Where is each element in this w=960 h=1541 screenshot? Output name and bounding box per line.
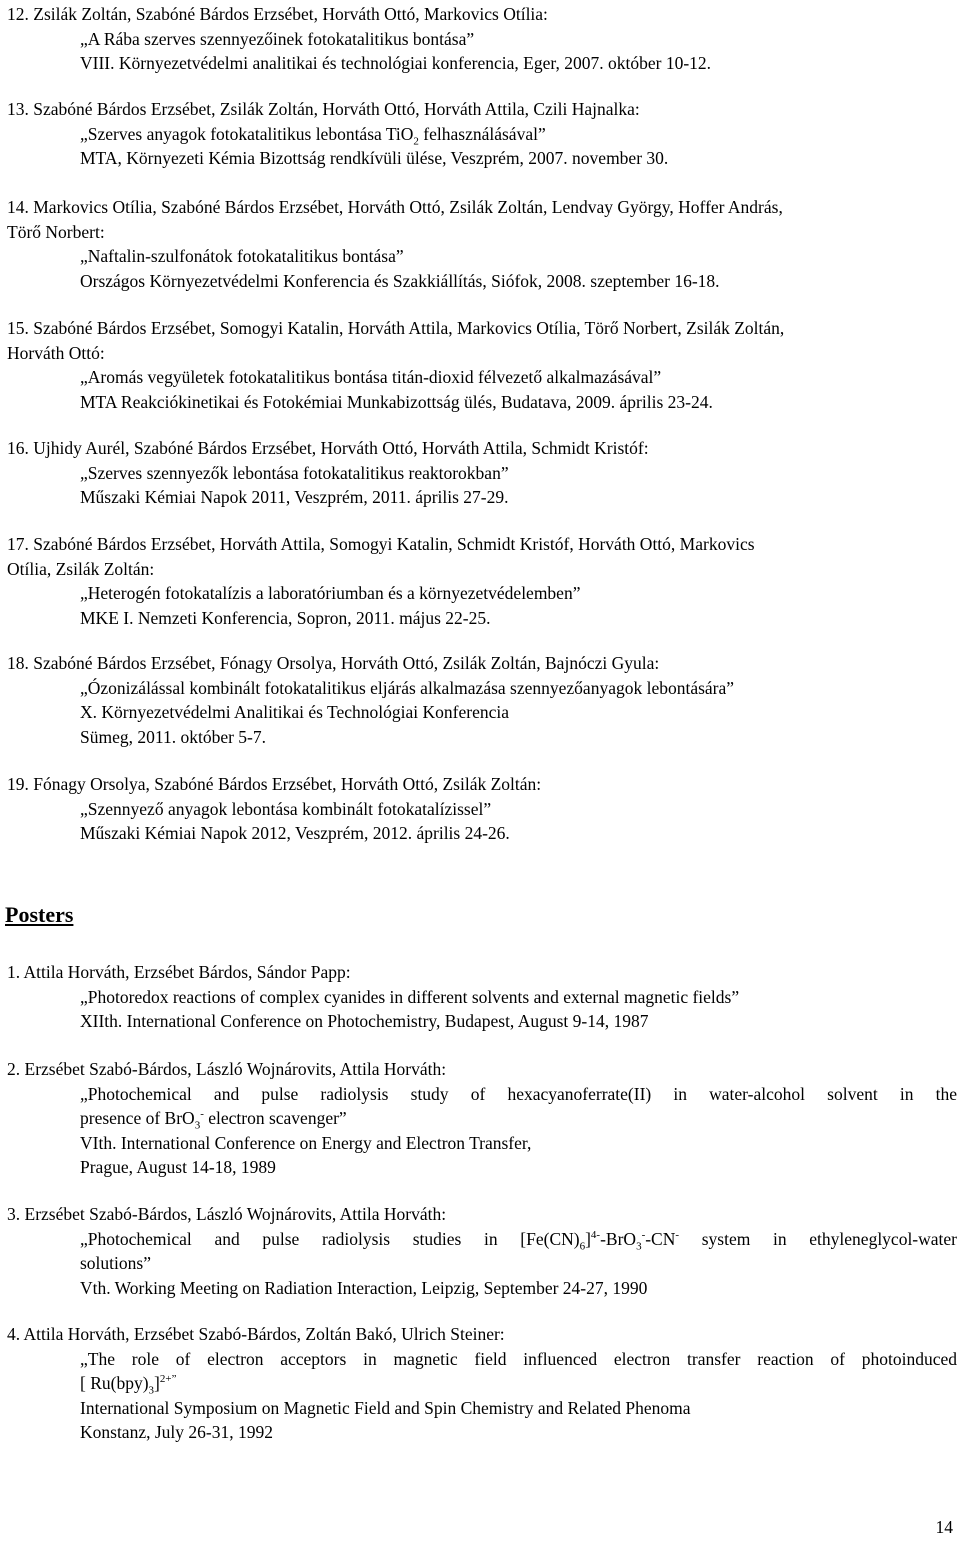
conference-entry-17 (7, 532, 957, 630)
posters-heading: Posters (5, 902, 74, 927)
entry-venue: MKE I. Nemzeti Konferencia, Sopron, 2011. május 22-25. (80, 607, 491, 628)
entry-venue: VIth. International Conference on Energy and Electron Transfer, (80, 1132, 532, 1153)
entry-venue-date: Prague, August 14-18, 1989 (80, 1157, 276, 1177)
entry-title: „Szerves szennyezők lebontása fotokatalitikus reaktorokban” (80, 462, 509, 483)
entry-venue: XIIth. International Conference on Photochemistry, Budapest, August 9-14, 1987 (80, 1011, 649, 1031)
entry-authors: 2. Erzsébet Szabó-Bárdos, László Wojnárovits, Attila Horváth: (7, 1059, 447, 1079)
entry-venue-date: Konstanz, July 26-31, 1992 (80, 1422, 273, 1442)
conference-entry-16 (7, 436, 957, 510)
entry-title-cont: presence of BrO$_3$- electron scavenger” (80, 1108, 347, 1132)
entry-venue: MTA Reakciókinetikai és Fotokémiai Munkabizottság ülés, Budatava, 2009. április 23-24. (80, 391, 713, 412)
entry-authors: 14. Markovics Otília, Szabóné Bárdos Erzsébet, Horváth Ottó, Zsilák Zoltán, Lendvay György, Hoffer András, (7, 197, 783, 217)
entry-authors: 19. Fónagy Orsolya, Szabóné Bárdos Erzsébet, Horváth Ottó, Zsilák Zoltán: (7, 774, 542, 794)
conference-entry-15 (7, 316, 957, 414)
entry-authors-cont: Horváth Ottó: (7, 342, 105, 363)
entry-title-cont: solutions” (80, 1253, 151, 1273)
poster-entry-2 (7, 1057, 957, 1180)
poster-entry-4 (7, 1322, 957, 1445)
entry-title: „Photochemical and pulse radiolysis study of hexacyanoferrate(II) in water-alcohol solvent in the (80, 1083, 957, 1104)
entry-title-cont: [ $Ru(bpy)_3]^{2+”}$ (80, 1373, 177, 1397)
conference-entry-14 (7, 195, 957, 293)
entry-authors: 13. Szabóné Bárdos Erzsébet, Zsilák Zoltán, Horváth Ottó, Horváth Attila, Czili Hajnalka: (7, 99, 640, 119)
conference-entry-19 (7, 772, 957, 846)
entry-authors: 3. Erzsébet Szabó-Bárdos, László Wojnárovits, Attila Horváth: (7, 1204, 447, 1224)
entry-title: „Photoredox reactions of complex cyanides in different solvents and external magnetic fields” (80, 986, 740, 1007)
entry-title: „Naftalin-szulfonátok fotokatalitikus bontása” (80, 246, 404, 266)
entry-venue: VIII. Környezetvédelmi analitikai és technológiai konferencia, Eger, 2007. október 10-12. (80, 53, 712, 73)
page-number: 14 (935, 1517, 953, 1537)
entry-title: „Szennyező anyagok lebontása kombinált fotokatalízissel” (80, 798, 492, 819)
entry-title: „Aromás vegyületek fotokatalitikus bontása titán-dioxid félvezető alkalmazásával” (80, 367, 662, 387)
entry-title: „Szerves anyagok fotokatalitikus lebontása TiO$_2$ felhasználásával” (80, 123, 546, 147)
entry-title: „Ózonizálással kombinált fotokatalitikus eljárás alkalmazása szennyezőanyagok lebontására” (80, 677, 735, 698)
entry-venue: Vth. Working Meeting on Radiation Interaction, Leipzig, September 24-27, 1990 (80, 1277, 648, 1298)
entry-venue: Műszaki Kémiai Napok 2012, Veszprém, 2012. április 24-26. (80, 823, 510, 843)
entry-venue: MTA, Környezeti Kémia Bizottság rendkívüli ülése, Veszprém, 2007. november 30. (80, 148, 669, 168)
entry-venue: Műszaki Kémiai Napok 2011, Veszprém, 2011. április 27-29. (80, 487, 509, 507)
entry-authors: 12. Zsilák Zoltán, Szabóné Bárdos Erzsébet, Horváth Ottó, Markovics Otília: (7, 4, 548, 24)
entry-title: „The role of electron acceptors in magnetic field influenced electron transfer reaction of photoinduced (80, 1348, 957, 1369)
entry-authors: 18. Szabóné Bárdos Erzsébet, Fónagy Orsolya, Horváth Ottó, Zsilák Zoltán, Bajnóczi Gyula: (7, 653, 660, 673)
entry-title: „Photochemical and pulse radiolysis studies in $[Fe(CN)_6]^{4-}-BrO_3^--CN^-$ system in ethyleneglycol-water (80, 1228, 957, 1252)
entry-venue: International Symposium on Magnetic Field and Spin Chemistry and Related Phenoma (80, 1397, 691, 1418)
entry-authors-cont: Törő Norbert: (7, 221, 105, 242)
entry-authors: 4. Attila Horváth, Erzsébet Szabó-Bárdos, Zoltán Bakó, Ulrich Steiner: (7, 1324, 505, 1344)
entry-venue: X. Környezetvédelmi Analitikai és Technológiai Konferencia (80, 702, 509, 722)
entry-authors: 17. Szabóné Bárdos Erzsébet, Horváth Attila, Somogyi Katalin, Schmidt Kristóf, Horváth Ottó, Markovics (7, 534, 755, 554)
poster-entry-3 (7, 1202, 957, 1300)
entry-authors-cont: Otília, Zsilák Zoltán: (7, 558, 155, 579)
conference-entry-18 (7, 651, 957, 749)
entry-venue: Országos Környezetvédelmi Konferencia és Szakkiállítás, Siófok, 2008. szeptember 16-18. (80, 270, 720, 291)
conference-entry-13 (7, 97, 957, 171)
entry-authors: 1. Attila Horváth, Erzsébet Bárdos, Sándor Papp: (7, 962, 351, 982)
entry-title: „A Rába szerves szennyezőinek fotokatalitikus bontása” (80, 28, 475, 49)
entry-authors: 15. Szabóné Bárdos Erzsébet, Somogyi Katalin, Horváth Attila, Markovics Otília, Törő Norbert, Zsilák Zoltán, (7, 318, 785, 338)
entry-venue-date: Sümeg, 2011. október 5-7. (80, 726, 266, 747)
entry-authors: 16. Ujhidy Aurél, Szabóné Bárdos Erzsébet, Horváth Ottó, Horváth Attila, Schmidt Kristóf: (7, 438, 649, 458)
entry-title: „Heterogén fotokatalízis a laboratóriumban és a környezetvédelemben” (80, 583, 581, 603)
conference-entry-12 (7, 2, 957, 76)
poster-entry-1 (7, 960, 957, 1034)
